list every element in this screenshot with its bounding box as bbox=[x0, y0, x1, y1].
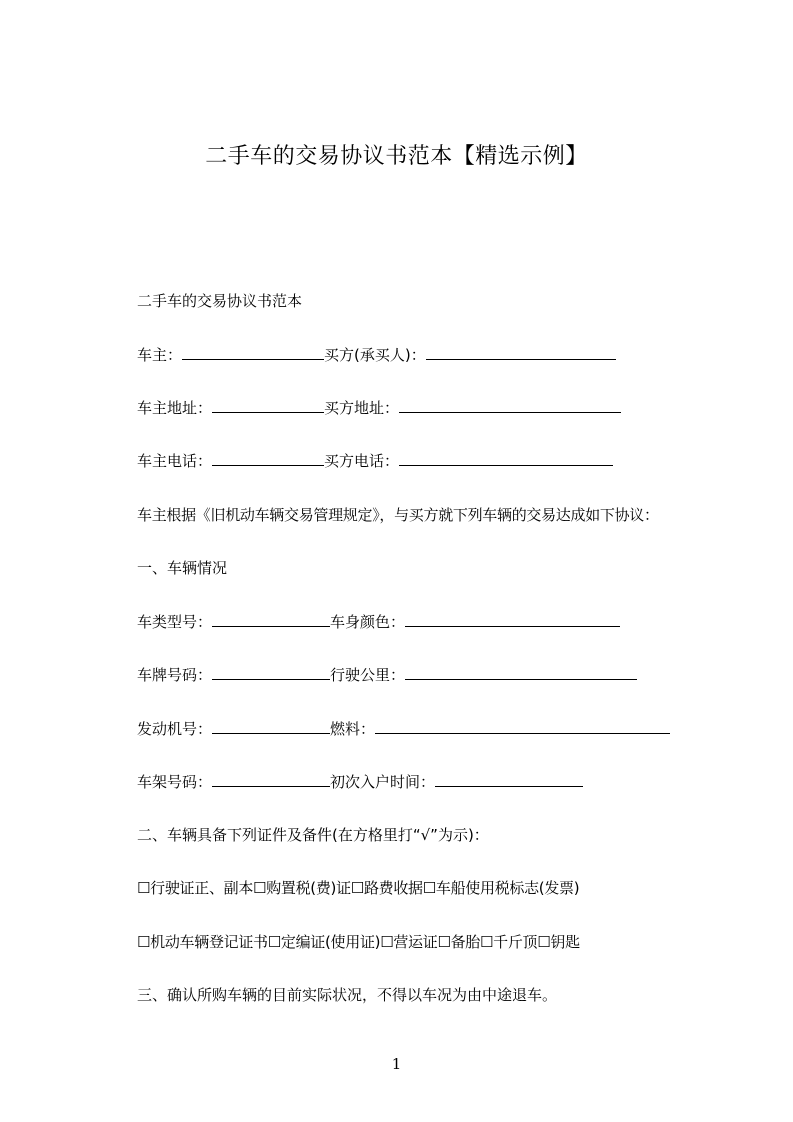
phone-row bbox=[137, 451, 613, 471]
frame-blank bbox=[212, 772, 330, 787]
buyer-phone-blank bbox=[399, 451, 613, 466]
buyer-blank bbox=[426, 345, 616, 360]
engine-row bbox=[137, 719, 670, 739]
buyer-label: 买方(承买人)： bbox=[324, 346, 426, 364]
color-blank bbox=[405, 612, 620, 627]
registration-date-label: 初次入户时间： bbox=[330, 773, 436, 791]
owner-phone-label: 车主电话： bbox=[137, 452, 213, 470]
owner-blank bbox=[182, 345, 324, 360]
owner-phone-blank bbox=[212, 451, 324, 466]
model-row bbox=[137, 612, 620, 632]
address-row bbox=[137, 398, 621, 418]
color-label: 车身颜色： bbox=[330, 613, 406, 631]
subtitle: 二手车的交易协议书范本 bbox=[137, 292, 303, 310]
documents-checklist-1: ☐行驶证正、副本☐购置税(费)证☐路费收据☐车船使用税标志(发票) bbox=[137, 879, 580, 897]
intro-paragraph: 车主根据《旧机动车辆交易管理规定》，与买方就下列车辆的交易达成如下协议： bbox=[137, 506, 659, 524]
document-title: 二手车的交易协议书范本【精选示例】 bbox=[205, 144, 588, 169]
buyer-address-blank bbox=[399, 398, 621, 413]
fuel-label: 燃料： bbox=[330, 720, 376, 738]
owner-address-label: 车主地址： bbox=[137, 399, 213, 417]
model-blank bbox=[212, 612, 330, 627]
plate-label: 车牌号码： bbox=[137, 666, 213, 684]
engine-blank bbox=[212, 719, 330, 734]
fuel-blank bbox=[375, 719, 670, 734]
section-heading-1: 一、车辆情况 bbox=[137, 559, 228, 577]
section-heading-2: 二、车辆具备下列证件及备件(在方格里打“√”为示)： bbox=[137, 826, 489, 844]
owner-address-blank bbox=[212, 398, 324, 413]
engine-label: 发动机号： bbox=[137, 720, 213, 738]
mileage-label: 行驶公里： bbox=[330, 666, 406, 684]
frame-row bbox=[137, 772, 583, 792]
model-label: 车类型号： bbox=[137, 613, 213, 631]
buyer-phone-label: 买方电话： bbox=[324, 452, 400, 470]
frame-label: 车架号码： bbox=[137, 773, 213, 791]
plate-blank bbox=[212, 665, 330, 680]
registration-date-blank bbox=[435, 772, 583, 787]
documents-checklist-2: ☐机动车辆登记证书☐定编证(使用证)☐营运证☐备胎☐千斤顶☐钥匙 bbox=[137, 933, 580, 951]
owner-row bbox=[137, 345, 616, 365]
mileage-blank bbox=[405, 665, 637, 680]
owner-label: 车主： bbox=[137, 346, 183, 364]
page-number: 1 bbox=[391, 1055, 402, 1073]
buyer-address-label: 买方地址： bbox=[324, 399, 400, 417]
plate-row bbox=[137, 665, 637, 685]
section-heading-3: 三、确认所购车辆的目前实际状况，不得以车况为由中途退车。 bbox=[137, 986, 558, 1004]
